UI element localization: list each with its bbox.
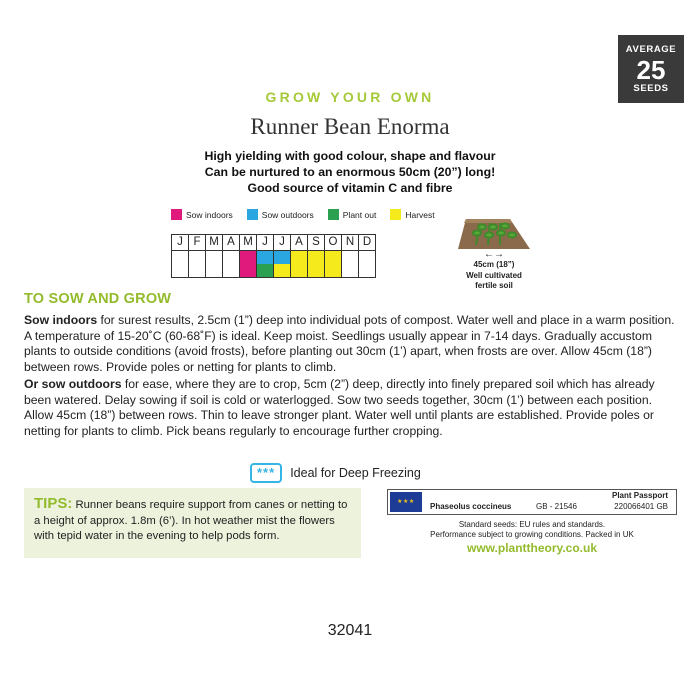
calendar-activity-block <box>240 264 256 277</box>
product-code: 32041 <box>327 622 373 639</box>
calendar-activity-block <box>291 264 307 277</box>
calendar-activity-block <box>206 251 222 264</box>
feature-list <box>0 148 700 196</box>
row-spacing-measure: 45cm (18”) <box>473 260 515 269</box>
feature-line: Can be nurtured to an enormous 50cm (20”) long! <box>204 165 496 179</box>
passport-species: Phaseolus coccineus <box>430 502 512 511</box>
calendar-month <box>172 235 189 277</box>
calendar-activity-block <box>359 251 375 264</box>
calendar-month <box>240 235 257 277</box>
calendar-activity-block <box>308 264 324 277</box>
calendar-activity-block <box>189 264 205 277</box>
calendar-activity-block <box>240 251 256 264</box>
legend-swatch <box>328 209 339 220</box>
calendar-month <box>359 235 375 277</box>
snowflake-icon: *** <box>250 463 282 483</box>
legend-label: Sow outdoors <box>261 209 314 220</box>
deep-freeze-note <box>250 463 421 483</box>
row-spacing-note <box>455 251 533 292</box>
calendar-month-label: A <box>291 235 307 251</box>
sow-indoors-text: for surest results, 2.5cm (1”) deep into individual pots of compost. Water well and place in a warm position. A temperature of 15-20˚C (60-68˚F) is ideal. Keep moist. Seedlings usually appear in 7-14 days. Gradually accustom plants to outside conditions (avoid frosts), before planting out 30cm (1’) apart, when frosts are over. Allow 45cm (18”) between rows. Provide poles or netting for plants to climb. <box>24 313 675 374</box>
calendar-month-cell <box>291 251 307 277</box>
calendar-activity-block <box>359 264 375 277</box>
calendar-activity-block <box>274 251 290 264</box>
calendar-month-label: J <box>172 235 188 251</box>
standards-line: Standard seeds: EU rules and standards. <box>458 520 606 529</box>
calendar-activity-block <box>325 264 341 277</box>
calendar-month-label: N <box>342 235 358 251</box>
calendar-month-cell <box>308 251 324 277</box>
passport-code: 220066401 GB <box>614 502 668 511</box>
section-heading: TO SOW AND GROW <box>24 291 172 307</box>
calendar-month-cell <box>189 251 205 277</box>
calendar-month-cell <box>223 251 239 277</box>
badge-bottom-text: SEEDS <box>633 83 669 94</box>
calendar-activity-block <box>291 251 307 264</box>
legend-item-sow-outdoors <box>247 209 314 220</box>
badge-number: 25 <box>636 55 666 85</box>
eu-flag-icon: ★★★ <box>390 492 422 512</box>
sow-outdoors-lead: Or sow outdoors <box>24 377 122 391</box>
category-title: GROW YOUR OWN <box>265 89 435 105</box>
sow-indoors-lead: Sow indoors <box>24 313 98 327</box>
legend-item-plant-out <box>328 209 377 220</box>
calendar-month <box>291 235 308 277</box>
tips-label: TIPS: <box>34 495 73 512</box>
sow-outdoors-text: for ease, where they are to crop, 5cm (2”) deep, directly into finely prepared soil which has already been watered. Delay sowing if soil is cold or waterlogged. Sow two seeds together, 30cm (1’) between each position. Allow 45cm (18”) between rows. Thin to leave stronger plant. Water well until plants are established. Provide poles or netting for plants to climb. Pick beans regularly to encourage further cropping. <box>24 377 655 438</box>
legend-label: Harvest <box>405 209 435 220</box>
feature-line: High yielding with good colour, shape and flavour <box>204 149 496 163</box>
calendar-activity-block <box>257 251 273 264</box>
tips-box <box>24 488 361 558</box>
calendar-month <box>342 235 359 277</box>
planting-rows-illustration <box>458 215 538 251</box>
calendar-activity-block <box>172 251 188 264</box>
calendar-activity-block <box>325 251 341 264</box>
calendar-month-label: M <box>206 235 222 251</box>
calendar-month-cell <box>274 251 290 277</box>
calendar-month-label: D <box>359 235 375 251</box>
calendar-activity-block <box>189 251 205 264</box>
double-arrow-icon: ←→ <box>484 249 504 260</box>
calendar-month-label: A <box>223 235 239 251</box>
calendar-activity-block <box>342 264 358 277</box>
standards-note <box>387 520 677 540</box>
calendar-month <box>325 235 342 277</box>
calendar-activity-block <box>257 264 273 277</box>
legend-item-sow-indoors <box>171 209 233 220</box>
deep-freeze-label: Ideal for Deep Freezing <box>290 466 421 480</box>
row-spacing-line: Well cultivated <box>466 270 522 280</box>
calendar-activity-block <box>172 264 188 277</box>
calendar-activity-block <box>206 264 222 277</box>
calendar-month-cell <box>257 251 273 277</box>
calendar-month-cell <box>325 251 341 277</box>
calendar-activity-block <box>308 251 324 264</box>
calendar-month-cell <box>172 251 188 277</box>
badge-top-text: AVERAGE <box>625 44 677 55</box>
sow-indoors-paragraph <box>24 313 679 375</box>
feature-line: Good source of vitamin C and fibre <box>247 181 453 195</box>
calendar-activity-block <box>223 251 239 264</box>
calendar-month-label: J <box>257 235 273 251</box>
row-spacing-line: fertile soil <box>475 281 513 290</box>
website-link[interactable]: www.planttheory.co.uk <box>466 541 597 555</box>
calendar-month-label: O <box>325 235 341 251</box>
tips-text: Runner beans require support from canes or netting to a height of approx. 1.8m (6’). In hot weather mist the flowers with tepid water in the evening to help pods form. <box>34 499 348 542</box>
calendar-month-cell <box>359 251 375 277</box>
calendar-month-cell <box>206 251 222 277</box>
calendar-activity-block <box>223 264 239 277</box>
calendar-month <box>257 235 274 277</box>
legend-label: Plant out <box>342 209 377 220</box>
calendar-month-label: J <box>274 235 290 251</box>
calendar-month <box>206 235 223 277</box>
calendar-month <box>308 235 325 277</box>
legend-item-harvest <box>390 209 434 220</box>
legend-swatch <box>247 209 258 220</box>
legend-swatch <box>390 209 401 220</box>
sow-outdoors-paragraph <box>24 377 679 439</box>
sowing-calendar <box>171 234 376 278</box>
passport-code: GB - 21546 <box>536 502 577 511</box>
calendar-month <box>189 235 206 277</box>
legend-swatch <box>171 209 182 220</box>
legend-label: Sow indoors <box>186 209 233 220</box>
passport-title: Plant Passport <box>611 491 668 500</box>
calendar-month-label: S <box>308 235 324 251</box>
calendar-activity-block <box>274 264 290 277</box>
calendar-month-cell <box>342 251 358 277</box>
plant-passport <box>387 489 677 515</box>
standards-line: Performance subject to growing conditions. Packed in UK <box>430 530 634 539</box>
calendar-month-label: M <box>240 235 256 251</box>
calendar-legend <box>171 209 449 220</box>
calendar-activity-block <box>342 251 358 264</box>
calendar-month-label: F <box>189 235 205 251</box>
calendar-month <box>274 235 291 277</box>
calendar-month-cell <box>240 251 256 277</box>
product-name: Runner Bean Enorma <box>250 114 450 139</box>
calendar-month <box>223 235 240 277</box>
